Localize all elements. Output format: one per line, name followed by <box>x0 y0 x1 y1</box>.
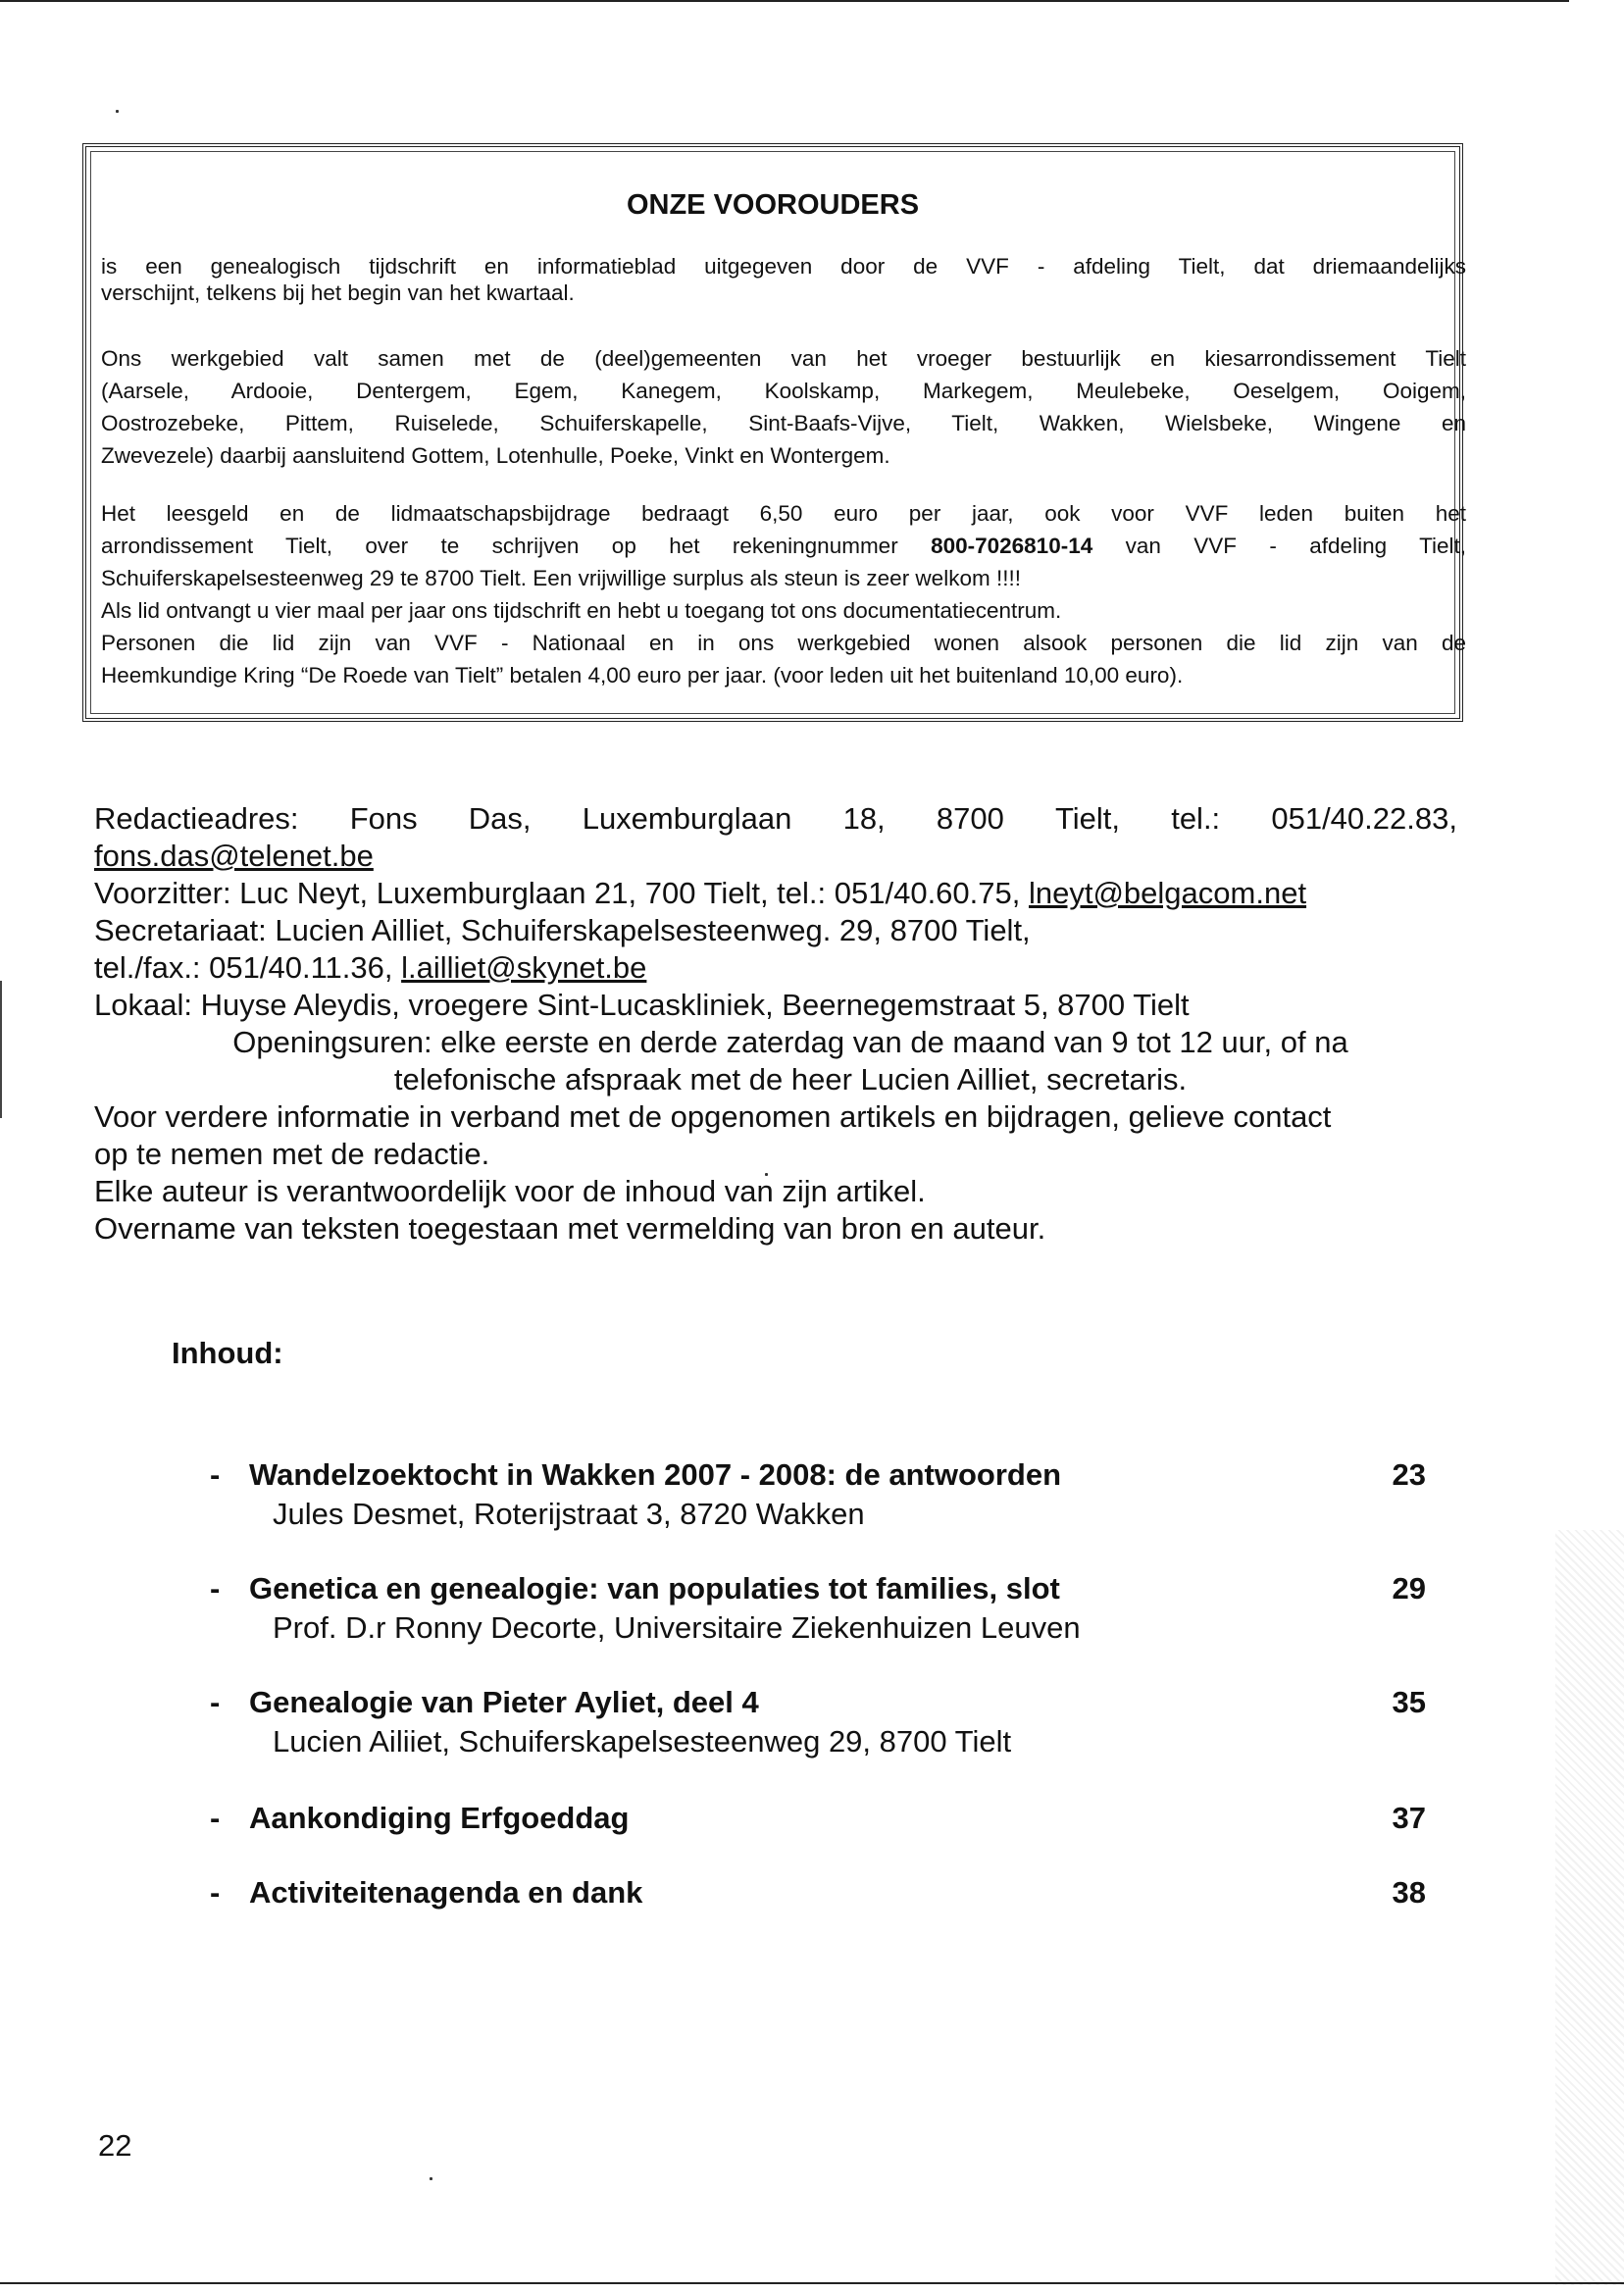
info-box-inner <box>90 151 1466 714</box>
account-number: 800-7026810-14 <box>931 534 1093 558</box>
openingsuren-line: Openingsuren: elke eerste en derde zaterdag van de maand van 9 tot 12 uur, of na <box>232 1025 1348 1059</box>
scan-edge-bottom <box>0 2282 1624 2284</box>
box-text-line: Als lid ontvangt u vier maal per jaar ons tijdschrift en hebt u toegang tot ons documentatiecentrum. <box>101 598 1062 623</box>
scan-noise <box>1555 1530 1624 2285</box>
toc-author: Prof. D.r Ronny Decorte, Universitaire Ziekenhuizen Leuven <box>273 1610 1081 1645</box>
box-text-fragment: van VVF - afdeling Tielt, <box>1092 534 1466 558</box>
toc-item[interactable] <box>210 1873 1426 1912</box>
voorzitter-email-link[interactable]: lneyt@belgacom.net <box>1028 876 1307 910</box>
overname-line: Overname van teksten toegestaan met vermelding van bron en auteur. <box>94 1211 1046 1246</box>
toc-head <box>210 1799 1426 1838</box>
redactie-word: Fons <box>349 801 418 836</box>
contents-title: Inhoud: <box>172 1336 283 1370</box>
auteur-line: Elke auteur is verantwoordelijk voor de inhoud van zijn artikel. <box>94 1174 926 1208</box>
toc-dash: - <box>210 1875 221 1910</box>
voorzitter-text: Voorzitter: Luc Neyt, Luxemburglaan 21, 700 Tielt, tel.: 051/40.60.75, <box>94 876 1029 910</box>
secretariaat-line: Secretariaat: Lucien Ailliet, Schuiferskapelsesteenweg. 29, 8700 Tielt, <box>94 913 1031 947</box>
redactie-word: tel.: <box>1171 801 1221 836</box>
box-paragraph-leesgeld <box>101 497 1466 691</box>
toc-head <box>210 1569 1426 1608</box>
toc-head <box>210 1873 1426 1912</box>
lokaal-line: Lokaal: Huyse Aleydis, vroegere Sint-Lucaskliniek, Beernegemstraat 5, 8700 Tielt <box>94 988 1190 1022</box>
toc-item[interactable] <box>210 1683 1426 1761</box>
box-paragraph-intro <box>101 250 1466 309</box>
openingsuren-line: telefonische afspraak met de heer Lucien Ailliet, secretaris. <box>393 1062 1188 1096</box>
box-text-line: Zwevezele) daarbij aansluitend Gottem, Lotenhulle, Poeke, Vinkt en Wontergem. <box>101 443 890 468</box>
box-text-fragment: arrondissement Tielt, over te schrijven op het rekeningnummer <box>101 534 932 558</box>
toc-item[interactable] <box>210 1799 1426 1838</box>
box-text-line: (Aarsele, Ardooie, Dentergem, Egem, Kanegem, Koolskamp, Markegem, Meulebeke, Oeselgem, Ooigem, <box>101 379 1466 403</box>
toc-page: 35 <box>1392 1685 1426 1719</box>
box-text-line: Ons werkgebied valt samen met de (deel)gemeenten van het vroeger bestuurlijk en kiesarrondissement Tielt <box>101 346 1466 371</box>
scan-edge-top <box>0 0 1569 2</box>
box-text-line: Personen die lid zijn van VVF - Nationaal en in ons werkgebied wonen alsook personen die lid zijn van de <box>101 631 1466 655</box>
info-box <box>82 143 1466 722</box>
info-line: Voor verdere informatie in verband met de opgenomen artikels en bijdragen, gelieve contact <box>94 1099 1332 1134</box>
toc-title: Genetica en genealogie: van populaties tot families, slot <box>249 1571 1060 1606</box>
box-text-line: Heemkundige Kring “De Roede van Tielt” betalen 4,00 euro per jaar. (voor leden uit het buitenland 10,00 euro). <box>101 663 1184 688</box>
secretariaat-phone-row <box>94 949 1457 987</box>
toc-title: Activiteitenagenda en dank <box>249 1875 643 1910</box>
page-number: 22 <box>98 2128 132 2163</box>
redactie-word: Das, <box>468 801 532 836</box>
toc-title: Wandelzoektocht in Wakken 2007 - 2008: de antwoorden <box>249 1457 1062 1492</box>
speck <box>430 2177 432 2180</box>
toc-dash: - <box>210 1457 221 1492</box>
box-text-line: Het leesgeld en de lidmaatschapsbijdrage bedraagt 6,50 euro per jaar, ook voor VVF leden buiten het <box>101 501 1466 526</box>
redactie-word: 051/40.22.83, <box>1271 801 1457 836</box>
redactie-email-link[interactable]: fons.das@telenet.be <box>94 839 374 873</box>
speck <box>116 110 119 113</box>
toc-item[interactable] <box>210 1455 1426 1534</box>
redactie-word: 8700 <box>936 801 1004 836</box>
secretariaat-email-link[interactable]: l.ailliet@skynet.be <box>401 950 647 985</box>
toc-head <box>210 1455 1426 1495</box>
box-title: ONZE VOOROUDERS <box>626 189 920 221</box>
box-text-line: is een genealogisch tijdschrift en informatieblad uitgegeven door de VVF - afdeling Tielt, dat driemaandelijks <box>101 254 1466 279</box>
toc-dash: - <box>210 1801 221 1835</box>
redactie-address-row <box>94 800 1457 838</box>
toc-page: 37 <box>1392 1801 1426 1835</box>
toc-page: 23 <box>1392 1457 1426 1492</box>
box-text-line: Oostrozebeke, Pittem, Ruiselede, Schuiferskapelle, Sint-Baafs-Vijve, Tielt, Wakken, Wielsbeke, Wingene en <box>101 411 1466 435</box>
redactie-word: Luxemburglaan <box>582 801 792 836</box>
secretariaat-phone-text: tel./fax.: 051/40.11.36, <box>94 950 402 985</box>
redactie-word: Tielt, <box>1055 801 1121 836</box>
toc-author: Jules Desmet, Roterijstraat 3, 8720 Wakken <box>273 1497 865 1531</box>
box-text-line: Schuiferskapelsesteenweg 29 te 8700 Tielt. Een vrijwillige surplus als steun is zeer welkom !!!! <box>101 566 1021 590</box>
box-text-line: verschijnt, telkens bij het begin van het kwartaal. <box>101 280 575 305</box>
box-paragraph-werkgebied <box>101 342 1466 472</box>
redactie-word: Redactieadres: <box>94 801 299 836</box>
info-line: op te nemen met de redactie. <box>94 1137 490 1171</box>
voorzitter-row <box>94 875 1457 912</box>
toc-title: Genealogie van Pieter Ayliet, deel 4 <box>249 1685 759 1719</box>
toc-item[interactable] <box>210 1569 1426 1648</box>
toc-title: Aankondiging Erfgoeddag <box>249 1801 630 1835</box>
toc-dash: - <box>210 1571 221 1606</box>
box-text-line <box>101 530 1466 562</box>
contact-block <box>94 800 1457 1248</box>
toc-head <box>210 1683 1426 1722</box>
toc-dash: - <box>210 1685 221 1719</box>
toc-page: 29 <box>1392 1571 1426 1606</box>
scan-edge-left <box>0 981 2 1118</box>
toc-author: Lucien Ailiiet, Schuiferskapelsesteenweg 29, 8700 Tielt <box>273 1724 1012 1759</box>
toc-page: 38 <box>1392 1875 1426 1910</box>
redactie-word: 18, <box>842 801 886 836</box>
